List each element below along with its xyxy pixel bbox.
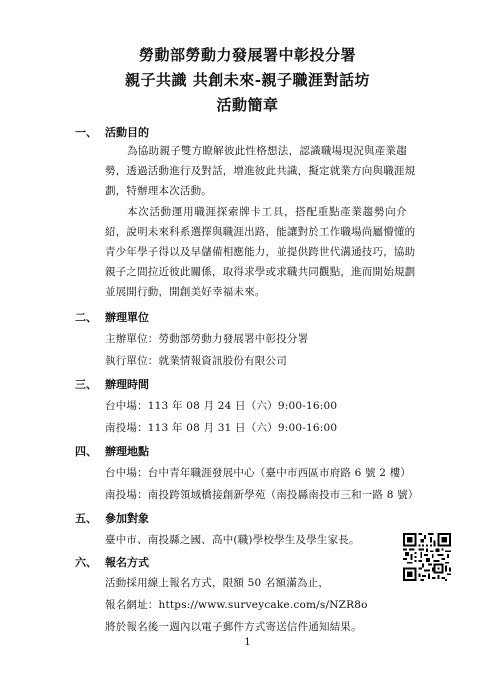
purpose-line: 劃，特辦理本次活動。 xyxy=(105,185,212,197)
venue-taichung: 台中場：台中青年職涯發展中心（臺中市西區市府路 6 號 2 樓） xyxy=(105,467,412,479)
purpose-line: 勢，透過活動進行及對話，增進彼此共識，擬定就業方向與職涯規 xyxy=(105,165,416,177)
org-title: 勞動部勞動力發展署中彰投分署 xyxy=(138,46,356,64)
time-taichung: 台中場：113 年 08 月 24 日（六）9:00-16:00 xyxy=(105,400,338,412)
section-4-heading: 辦理地點 xyxy=(105,445,149,458)
section-3-number: 三、 xyxy=(75,378,97,391)
purpose-line: 青少年學子得以及早儲備相應能力，並提供跨世代溝通技巧，協助 xyxy=(105,246,416,258)
doc-title: 活動簡章 xyxy=(216,96,279,114)
purpose-line: 紹，說明未來科系選擇與職涯出路，能讓對於工作職場尚屬懵懂的 xyxy=(105,226,416,238)
section-6-number: 六、 xyxy=(75,556,97,569)
section-2-number: 二、 xyxy=(75,311,97,324)
section-5-number: 五、 xyxy=(75,512,97,525)
participants: 臺中市、南投縣之國、高中(職)學校學生及學生家長。 xyxy=(105,534,360,546)
purpose-line: 親子之間拉近彼此關係，取得求學或求職共同觀點，進而開始規劃 xyxy=(105,266,416,278)
time-nantou: 南投場：113 年 08 月 31 日（六）9:00-16:00 xyxy=(105,422,338,434)
purpose-line: 為協助親子雙方瞭解彼此性格想法，認識職場現況與產業趨 xyxy=(127,145,407,157)
registration-method: 活動採用線上報名方式，限額 50 名額滿為止， xyxy=(105,577,330,589)
page-number: 1 xyxy=(244,637,251,648)
purpose-line: 並展開行動，開創美好幸福未來。 xyxy=(105,286,266,298)
section-1-heading: 活動目的 xyxy=(105,126,149,139)
purpose-line: 本次活動運用職涯探索牌卡工具，搭配重點產業趨勢向介 xyxy=(127,206,407,218)
section-3-heading: 辦理時間 xyxy=(105,378,149,391)
section-2-heading: 辦理單位 xyxy=(105,311,149,324)
event-title: 親子共識 共創未來-親子職涯對話坊 xyxy=(125,71,370,89)
executing-unit: 執行單位：就業情報資訊股份有限公司 xyxy=(105,355,287,367)
section-1-number: 一、 xyxy=(75,126,97,139)
venue-nantou: 南投場：南投跨領域橋接創新學苑（南投縣南投市三和一路 8 號） xyxy=(105,489,419,501)
section-4-number: 四、 xyxy=(75,445,97,458)
registration-notice: 將於報名後一週內以電子郵件方式寄送信件通知結果。 xyxy=(105,621,362,633)
qr-code-icon[interactable] xyxy=(403,533,451,581)
registration-url[interactable]: 報名網址：https://www.surveycake.com/s/NZR8o xyxy=(105,599,368,611)
section-6-heading: 報名方式 xyxy=(105,556,149,569)
section-5-heading: 參加對象 xyxy=(105,512,149,525)
host-unit: 主辦單位：勞動部勞動力發展署中彰投分署 xyxy=(105,333,309,345)
